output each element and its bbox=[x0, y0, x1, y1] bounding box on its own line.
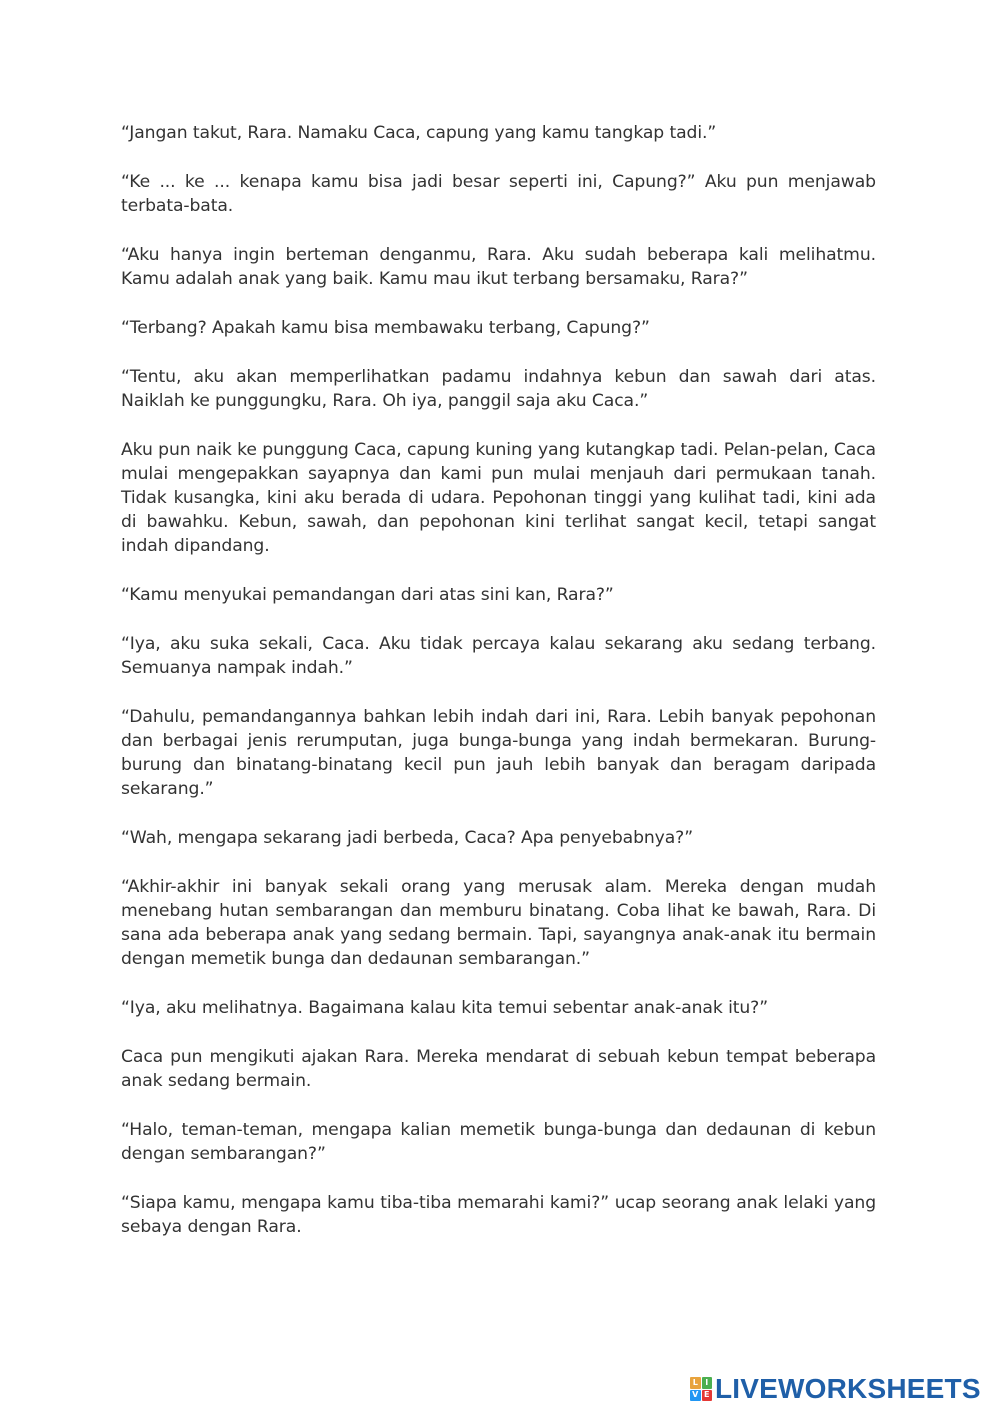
logo-letter: E bbox=[702, 1390, 713, 1402]
paragraph: “Dahulu, pemandangannya bahkan lebih indah dari ini, Rara. Lebih banyak pepohonan dan berbagai jenis rerumputan, juga bunga-bunga yang indah bermekaran. Burung-burung dan binatang-binatang kecil pun jauh lebih banyak dan beragam daripada sekarang.” bbox=[121, 707, 876, 799]
paragraph: “Akhir-akhir ini banyak sekali orang yang merusak alam. Mereka dengan mudah menebang hutan sembarangan dan memburu binatang. Coba lihat ke bawah, Rara. Di sana ada beberapa anak yang sedang bermain. Tapi, sayangnya anak-anak itu bermain dengan memetik bunga dan dedaunan sembarangan.” bbox=[121, 877, 876, 969]
logo-letter: I bbox=[702, 1377, 713, 1389]
paragraph: “Iya, aku melihatnya. Bagaimana kalau kita temui sebentar anak-anak itu?” bbox=[121, 998, 769, 1018]
document-body bbox=[121, 121, 876, 1264]
liveworksheets-logo[interactable] bbox=[690, 1374, 981, 1404]
paragraph: “Ke ... ke ... kenapa kamu bisa jadi besar seperti ini, Capung?” Aku pun menjawab terbata-bata. bbox=[121, 172, 876, 216]
paragraph: “Aku hanya ingin berteman denganmu, Rara. Aku sudah beberapa kali melihatmu. Kamu adalah anak yang baik. Kamu mau ikut terbang bersamaku, Rara?” bbox=[121, 245, 876, 289]
logo-letter: V bbox=[690, 1390, 701, 1402]
paragraph: “Iya, aku suka sekali, Caca. Aku tidak percaya kalau sekarang aku sedang terbang. Semuanya nampak indah.” bbox=[121, 634, 876, 678]
paragraph: Caca pun mengikuti ajakan Rara. Mereka mendarat di sebuah kebun tempat beberapa anak sedang bermain. bbox=[121, 1047, 876, 1091]
paragraph: “Halo, teman-teman, mengapa kalian memetik bunga-bunga dan dedaunan di kebun dengan sembarangan?” bbox=[121, 1120, 876, 1164]
logo-letter: L bbox=[690, 1377, 701, 1389]
paragraph: “Wah, mengapa sekarang jadi berbeda, Caca? Apa penyebabnya?” bbox=[121, 828, 694, 848]
paragraph: “Terbang? Apakah kamu bisa membawaku terbang, Capung?” bbox=[121, 318, 650, 338]
logo-mark-icon bbox=[690, 1377, 712, 1401]
paragraph: “Tentu, aku akan memperlihatkan padamu indahnya kebun dan sawah dari atas. Naiklah ke punggungku, Rara. Oh iya, panggil saja aku Caca.” bbox=[121, 367, 876, 411]
logo-text: LIVEWORKSHEETS bbox=[715, 1373, 981, 1404]
paragraph: “Kamu menyukai pemandangan dari atas sini kan, Rara?” bbox=[121, 585, 614, 605]
paragraph: Aku pun naik ke punggung Caca, capung kuning yang kutangkap tadi. Pelan-pelan, Caca mulai mengepakkan sayapnya dan kami pun mulai menjauh dari permukaan tanah. Tidak kusangka, kini aku berada di udara. Pepohonan tinggi yang kulihat tadi, kini ada di bawahku. Kebun, sawah, dan pepohonan kini terlihat sangat kecil, tetapi sangat indah dipandang. bbox=[121, 440, 876, 556]
paragraph: “Siapa kamu, mengapa kamu tiba-tiba memarahi kami?” ucap seorang anak lelaki yang sebaya dengan Rara. bbox=[121, 1193, 876, 1237]
paragraph: “Jangan takut, Rara. Namaku Caca, capung yang kamu tangkap tadi.” bbox=[121, 123, 717, 143]
